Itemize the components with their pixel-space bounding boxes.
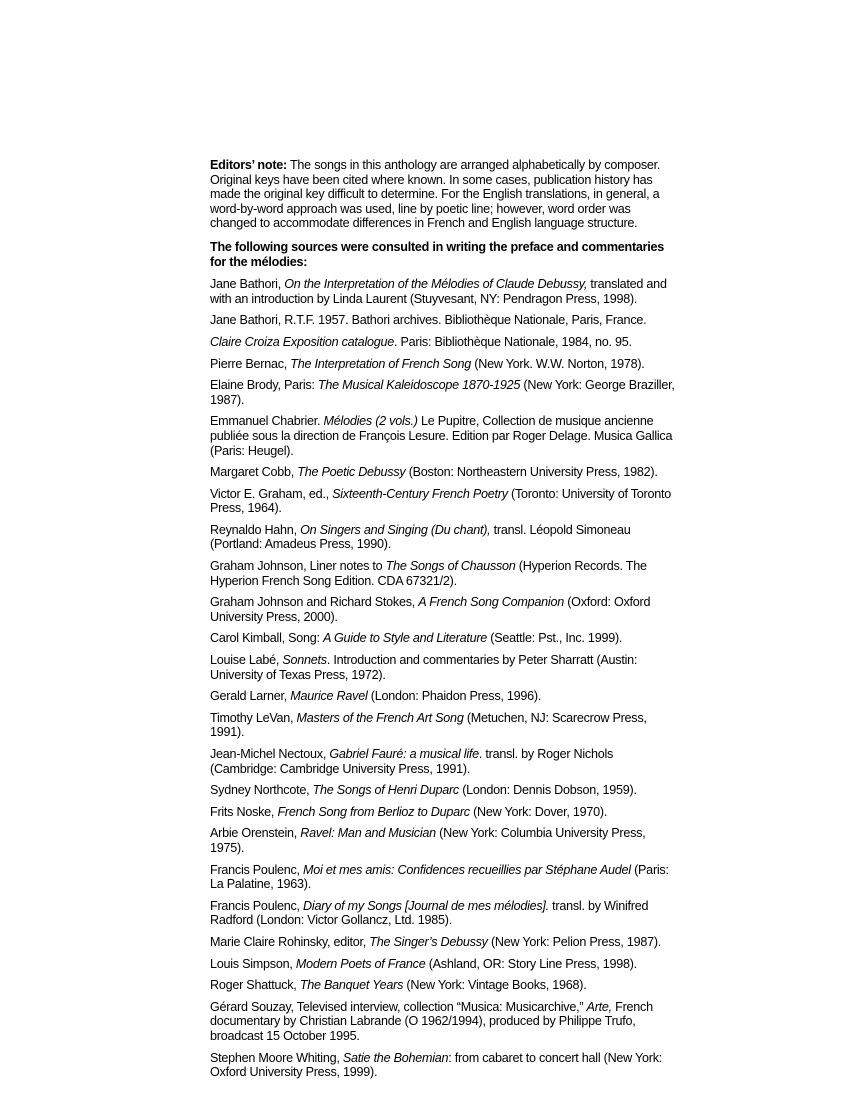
- source-entry: [210, 357, 680, 372]
- source-entry: [210, 783, 680, 798]
- source-text: (Metuchen, NJ: Scarecrow Press, 1991).: [210, 710, 647, 740]
- source-title: Gabriel Fauré: a musical life: [329, 747, 479, 761]
- source-text: Francis Poulenc,: [210, 898, 304, 913]
- source-title: Moi et mes amis: Confidences recueillies par Stéphane Audel: [303, 862, 631, 877]
- source-title: A French Song Companion: [418, 595, 564, 610]
- source-text: (Toronto: University of Toronto Press, 1964).: [210, 486, 672, 516]
- source-text: (Ashland, OR: Story Line Press, 1998).: [425, 956, 637, 971]
- source-entry: [210, 863, 680, 892]
- source-text: Roger Shattuck,: [210, 978, 300, 993]
- source-entry: [210, 978, 680, 993]
- source-entry: [210, 1051, 680, 1080]
- source-text: Victor E. Graham, ed.,: [210, 486, 333, 501]
- source-title: The Musical Kaleidoscope 1870-1925: [317, 378, 521, 393]
- editors-note-label: Editors’ note:: [210, 158, 287, 172]
- source-title: A Guide to Style and Literature: [323, 631, 488, 646]
- source-text: (New York: George Braziller, 1987).: [210, 378, 675, 407]
- sources-list: [210, 277, 680, 1080]
- source-text: Margaret Cobb,: [210, 465, 298, 480]
- source-text: Le Pupitre, Collection de musique ancienne publiée sous la direction de François Lesure. Edition par Roger Delage. Musica Gallica (Paris: Heugel).: [210, 414, 673, 458]
- source-title: The Songs of Chausson: [385, 559, 516, 574]
- source-entry: [210, 899, 680, 928]
- source-text: transl. by Winifred Radford (London: Victor Gollancz, Ltd. 1985).: [210, 898, 649, 928]
- source-title: Diary of my Songs [Journal de mes mélodies].: [303, 898, 549, 913]
- source-entry: [210, 277, 680, 306]
- source-entry: [210, 335, 680, 350]
- source-text: Francis Poulenc,: [210, 862, 304, 877]
- source-entry: [210, 805, 680, 820]
- source-text: Pierre Bernac,: [210, 356, 291, 371]
- source-title: French Song from Berlioz to Duparc: [277, 804, 470, 819]
- source-text: transl. Léopold Simoneau (Portland: Amadeus Press, 1990).: [210, 522, 631, 552]
- source-entry: [210, 826, 680, 855]
- source-entry: [210, 414, 680, 458]
- source-text: (Hyperion Records. The Hyperion French Song Edition. CDA 67321/2).: [210, 559, 647, 588]
- source-text: (New York: Columbia University Press, 1975).: [210, 826, 646, 855]
- source-text: Gerald Larner,: [210, 689, 291, 704]
- source-title: The Singer’s Debussy: [369, 934, 488, 949]
- source-entry: [210, 595, 680, 624]
- source-text: (New York: Pelion Press, 1987).: [487, 934, 662, 949]
- source-text: (London: Dennis Dobson, 1959).: [458, 783, 637, 798]
- source-title: Sonnets: [282, 653, 327, 668]
- source-text: (London: Phaidon Press, 1996).: [367, 689, 542, 704]
- source-title: Maurice Ravel: [290, 689, 368, 704]
- source-entry: [210, 313, 680, 328]
- source-title: Modern Poets of France: [295, 956, 426, 971]
- source-text: (New York. W.W. Norton, 1978).: [471, 356, 645, 371]
- page-content: [210, 158, 680, 1087]
- source-text: Stephen Moore Whiting,: [210, 1050, 343, 1065]
- source-text: French documentary by Christian Labrande (O 1962/1994), produced by Philippe Trufo, broadcast 15 October 1995.: [210, 999, 653, 1043]
- source-text: (Boston: Northeastern University Press, 1982).: [405, 465, 658, 480]
- source-title: Arte,: [586, 999, 612, 1014]
- source-entry: [210, 653, 680, 682]
- source-text: Arbie Orenstein,: [210, 826, 301, 841]
- source-entry: [210, 465, 680, 480]
- source-text: Graham Johnson, Liner notes to: [210, 559, 386, 574]
- source-title: On the Interpretation of the Mélodies of Claude Debussy,: [284, 277, 588, 292]
- source-entry: [210, 957, 680, 972]
- source-entry: [210, 631, 680, 646]
- source-text: Louise Labé,: [210, 653, 283, 668]
- source-text: Jane Bathori, R.T.F. 1957. Bathori archives. Bibliothèque Nationale, Paris, France.: [210, 313, 647, 328]
- source-title: Sixteenth-Century French Poetry: [332, 486, 508, 501]
- source-title: Masters of the French Art Song: [296, 710, 464, 725]
- editors-note: [210, 158, 680, 231]
- source-title: The Songs of Henri Duparc: [312, 783, 459, 798]
- source-title: Mélodies (2 vols.): [323, 414, 418, 429]
- source-text: . transl. by Roger Nichols (Cambridge: Cambridge University Press, 1991).: [210, 747, 614, 776]
- source-text: Frits Noske,: [210, 804, 278, 819]
- source-text: . Introduction and commentaries by Peter Sharratt (Austin: University of Texas Press, 1972).: [210, 653, 638, 682]
- source-text: : from cabaret to concert hall (New York: Oxford University Press, 1999).: [210, 1050, 663, 1080]
- source-text: Emmanuel Chabrier.: [210, 414, 324, 429]
- source-title: Claire Croiza Exposition catalogue: [210, 334, 395, 349]
- source-text: Marie Claire Rohinsky, editor,: [210, 934, 370, 949]
- source-text: Gérard Souzay, Televised interview, collection “Musica: Musicarchive,”: [210, 999, 587, 1014]
- source-title: Satie the Bohemian: [342, 1050, 449, 1065]
- source-title: Ravel: Man and Musician: [300, 826, 436, 841]
- source-text: Reynaldo Hahn,: [210, 522, 301, 537]
- source-title: On Singers and Singing (Du chant),: [300, 522, 491, 537]
- source-text: Elaine Brody, Paris:: [210, 378, 318, 393]
- source-text: Sydney Northcote,: [210, 783, 313, 798]
- source-entry: [210, 1000, 680, 1044]
- source-entry: [210, 378, 680, 407]
- source-title: The Interpretation of French Song: [290, 356, 472, 371]
- source-text: . Paris: Bibliothèque Nationale, 1984, no. 95.: [394, 334, 632, 349]
- source-entry: [210, 689, 680, 704]
- source-entry: [210, 747, 680, 776]
- source-entry: [210, 487, 680, 516]
- source-text: translated and with an introduction by Linda Laurent (Stuyvesant, NY: Pendragon Press, 1998).: [210, 277, 667, 306]
- source-entry: [210, 935, 680, 950]
- source-text: Carol Kimball, Song:: [210, 631, 324, 646]
- source-text: (Seattle: Pst., Inc. 1999).: [487, 631, 623, 646]
- source-entry: [210, 523, 680, 552]
- source-text: (New York: Vintage Books, 1968).: [403, 978, 587, 993]
- source-text: Timothy LeVan,: [210, 710, 297, 725]
- editors-note-text: The songs in this anthology are arranged alphabetically by composer. Original keys have been cited where known. In some cases, publication history has made the original key difficult to determine. For the English translations, in general, a word-by-word approach was used, line by poetic line; however, word order was changed to accommodate differences in French and English language structure.: [210, 158, 661, 231]
- source-text: Louis Simpson,: [210, 956, 296, 971]
- source-text: (Paris: La Palatine, 1963).: [210, 862, 669, 892]
- source-text: (Oxford: Oxford University Press, 2000).: [210, 595, 651, 624]
- source-entry: [210, 559, 680, 588]
- source-text: (New York: Dover, 1970).: [469, 804, 608, 819]
- source-text: Graham Johnson and Richard Stokes,: [210, 595, 419, 610]
- source-title: The Poetic Debussy: [297, 465, 406, 480]
- source-text: Jean-Michel Nectoux,: [210, 747, 330, 761]
- source-text: Jane Bathori,: [210, 277, 285, 292]
- sources-heading: The following sources were consulted in writing the preface and commentaries for the mélodies:: [210, 239, 665, 269]
- source-entry: [210, 711, 680, 740]
- source-title: The Banquet Years: [299, 978, 404, 993]
